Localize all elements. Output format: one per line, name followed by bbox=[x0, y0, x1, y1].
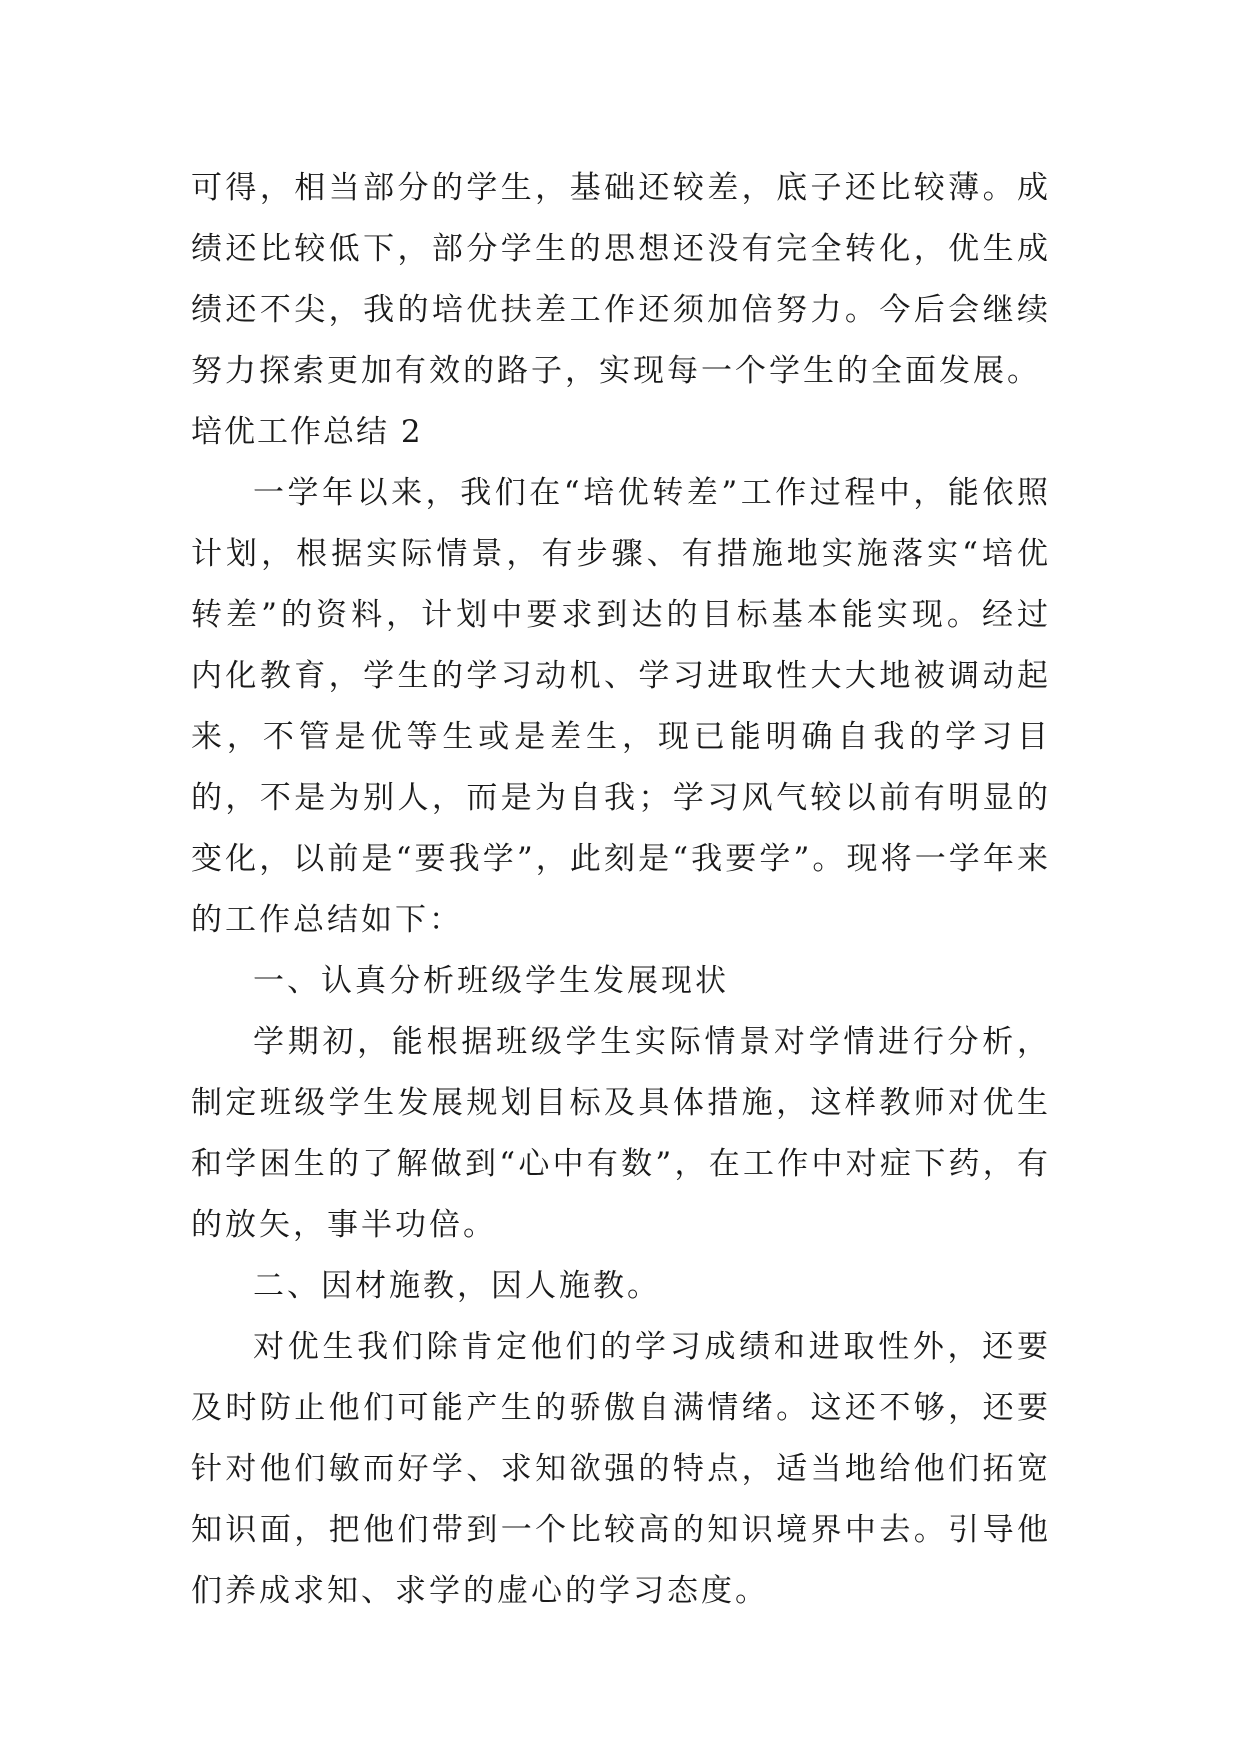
paragraph-analysis: 学期初，能根据班级学生实际情景对学情进行分析，制定班级学生发展规划目标及具体措施，这样教师对优生和学困生的了解做到“心中有数”，在工作中对症下药，有的放矢，事半功倍。 bbox=[191, 1024, 1051, 1243]
paragraph-continuation: 可得，相当部分的学生，基础还较差，底子还比较薄。成绩还比较低下，部分学生的思想还没有完全转化，优生成绩还不尖，我的培优扶差工作还须加倍努力。今后会继续努力探索更加有效的路子，实现每一个学生的全面发展。 bbox=[191, 170, 1051, 389]
section-heading: 培优工作总结 2 bbox=[191, 414, 423, 450]
paragraph-teaching: 对优生我们除肯定他们的学习成绩和进取性外，还要及时防止他们可能产生的骄傲自满情绪。这还不够，还要针对他们敏而好学、求知欲强的特点，适当地给他们拓宽知识面，把他们带到一个比较高的知识境界中去。引导他们养成求知、求学的虚心的学习态度。 bbox=[191, 1329, 1051, 1609]
document-body bbox=[191, 158, 1051, 1622]
subheading-one: 一、认真分析班级学生发展现状 bbox=[253, 963, 729, 999]
paragraph-intro: 一学年以来，我们在“培优转差”工作过程中，能依照计划，根据实际情景，有步骤、有措施地实施落实“培优转差”的资料，计划中要求到达的目标基本能实现。经过内化教育，学生的学习动机、学习进取性大大地被调动起来，不管是优等生或是差生，现已能明确自我的学习目的，不是为别人，而是为自我；学习风气较以前有明显的变化，以前是“要我学”，此刻是“我要学”。现将一学年来的工作总结如下： bbox=[191, 475, 1051, 938]
subheading-two: 二、因材施教，因人施教。 bbox=[253, 1268, 661, 1304]
